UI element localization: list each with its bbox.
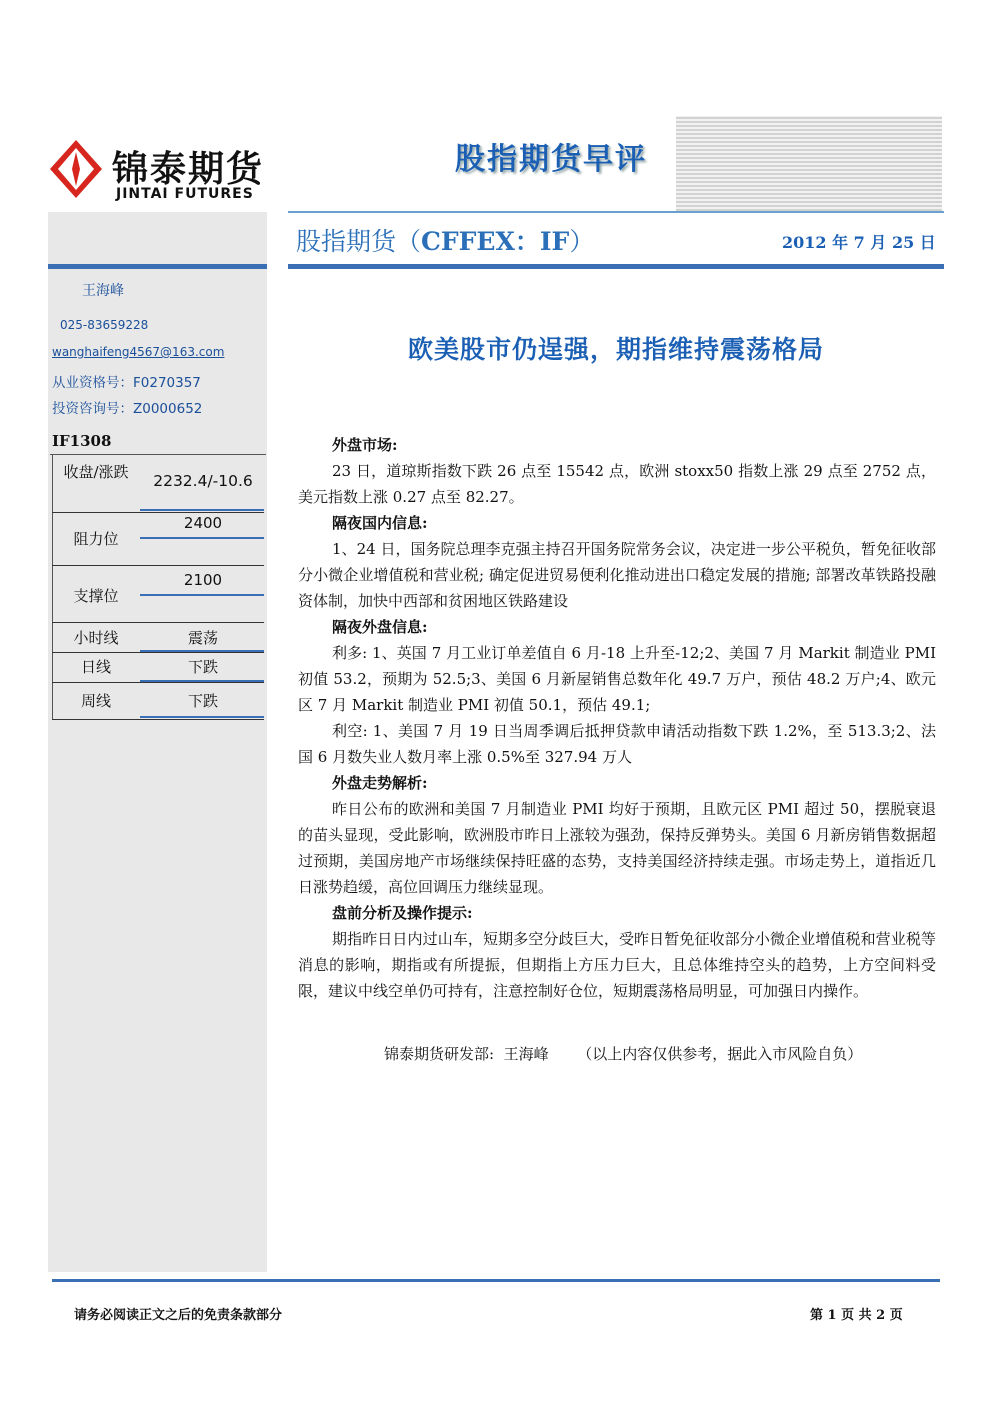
support-label: 支撑位	[73, 587, 119, 605]
row-rule	[52, 652, 264, 653]
table-left-border	[52, 455, 53, 719]
product-prefix: 股指期货（	[296, 227, 422, 256]
hourly-label: 小时线	[73, 629, 119, 647]
contract-rule	[50, 454, 266, 455]
resistance-value: 2400	[183, 514, 223, 532]
row-rule	[52, 682, 264, 683]
product-title	[296, 222, 594, 258]
analyst-phone: 025-83659228	[60, 318, 149, 332]
header-top-rule	[288, 211, 944, 213]
row-rule-blue	[140, 594, 264, 596]
page-number: 第 1 页 共 2 页	[810, 1308, 903, 1323]
row-rule	[52, 719, 264, 720]
weekly-label: 周线	[80, 692, 111, 710]
section-paragraph: 期指昨日日内过山车，短期多空分歧巨大，受昨日暂免征收部分小微企业增值税和营业税等消息的影响，期指或有所提振，但期指上方压力巨大，且总体维持空头的趋势，上方空间料受限，建议中线空单仍可持有，注意控制好仓位，短期震荡格局明显，可加强日内操作。	[298, 930, 936, 1000]
row-rule-blue	[140, 537, 264, 539]
header-hatch-decoration	[676, 116, 942, 211]
daily-value: 下跌	[187, 658, 218, 676]
report-type-title: 股指期货早评	[455, 142, 647, 177]
hourly-value: 震荡	[187, 629, 218, 647]
sidebar-header-rule	[48, 264, 267, 269]
main-header-rule	[288, 264, 944, 269]
section-heading: 外盘走势解析:	[332, 774, 428, 792]
close-change-label: 收盘/涨跌	[63, 463, 129, 481]
analyst-name: 王海峰	[82, 283, 124, 299]
logo-chinese-name: 锦泰期货	[112, 149, 265, 190]
row-rule-blue	[140, 509, 264, 511]
section-heading: 隔夜国内信息:	[332, 514, 428, 532]
section-paragraph: 23 日，道琼斯指数下跌 26 点至 15542 点，欧洲 stoxx50 指数上涨 29 点至 2752 点，美元指数上涨 0.27 点至 82.27。	[298, 462, 936, 506]
section-paragraph: 昨日公布的欧洲和美国 7 月制造业 PMI 均好于预期，且欧元区 PMI 超过 50，摆脱衰退的苗头显现，受此影响，欧洲股市昨日上涨较为强劲，保持反弹势头。美国 6 月新房销售数据超过预期，美国房地产市场继续保持旺盛的态势，支持美国经济持续走强。市场走势上，道指近几日涨势趋缓，高位回调压力继续显现。	[298, 800, 936, 896]
qualification-number: 从业资格号：F0270357	[52, 375, 201, 391]
consulting-number: 投资咨询号：Z0000652	[52, 401, 203, 417]
section-heading: 盘前分析及操作提示:	[332, 904, 473, 922]
row-rule-blue	[140, 716, 264, 718]
resistance-label: 阻力位	[73, 530, 119, 548]
row-rule	[52, 512, 264, 513]
section-heading: 隔夜外盘信息:	[332, 618, 428, 636]
report-body	[298, 432, 936, 1004]
headline: 欧美股市仍逞强，期指维持震荡格局	[407, 335, 824, 364]
footer-disclaimer: 请务必阅读正文之后的免责条款部分	[74, 1308, 283, 1323]
product-code: CFFEX：IF	[421, 227, 570, 256]
close-change-value: 2232.4/-10.6	[153, 472, 253, 490]
row-rule	[52, 565, 264, 566]
report-date: 2012 年 7 月 25 日	[782, 233, 936, 252]
weekly-value: 下跌	[187, 692, 218, 710]
contract-code: IF1308	[52, 432, 112, 450]
row-rule	[52, 622, 264, 623]
support-value: 2100	[183, 571, 223, 589]
daily-label: 日线	[80, 658, 111, 676]
section-paragraph: 利空: 1、美国 7 月 19 日当周季调后抵押贷款申请活动指数下跌 1.2%，至 513.3;2、法国 6 月数失业人数月率上涨 0.5%至 327.94 万人	[298, 722, 936, 766]
signature-line: 锦泰期货研发部: 王海峰 （以上内容仅供参考，据此入市风险自负）	[384, 1045, 863, 1063]
jintai-logo-icon	[50, 140, 102, 198]
section-paragraph: 利多: 1、英国 7 月工业订单差值自 6 月-18 上升至-12;2、美国 7 月 Markit 制造业 PMI 初值 53.2，预期为 52.5;3、美国 6 月新屋销售总数年化 49.7 万户，预估 48.2 万户;4、欧元区 7 月 Markit 制造业 PMI 初值 50.1，预估 49.1;	[298, 644, 936, 714]
section-heading: 外盘市场:	[332, 436, 398, 454]
logo-english-name: JINTAI FUTURES	[116, 186, 254, 202]
product-suffix: ）	[569, 227, 595, 256]
section-paragraph: 1、24 日，国务院总理李克强主持召开国务院常务会议，决定进一步公平税负，暂免征收部分小微企业增值税和营业税; 确定促进贸易便利化推动进出口稳定发展的措施; 部署改革铁路投融资体制，加快中西部和贫困地区铁路建设	[298, 540, 936, 610]
analyst-email-link[interactable]: wanghaifeng4567@163.com	[52, 345, 225, 359]
footer-rule	[52, 1279, 940, 1282]
